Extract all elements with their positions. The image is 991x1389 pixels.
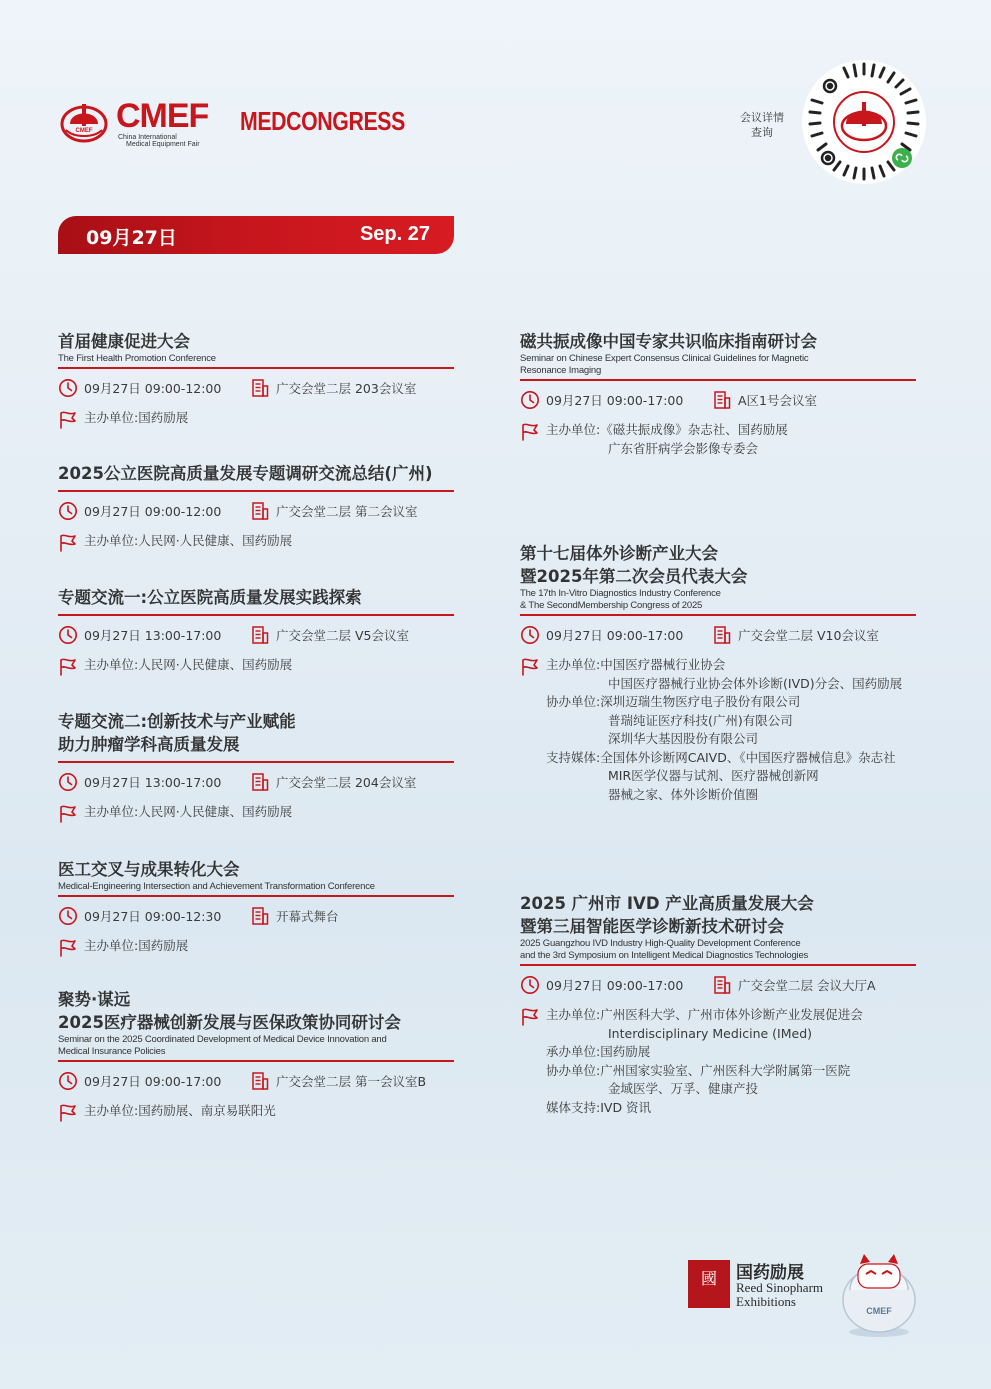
event-location-text: 开幕式舞台 <box>276 909 339 924</box>
event-subtitle: The First Health Promotion Conference <box>58 353 216 364</box>
event-host-text: 主办单位:人民网·人民健康、国药励展 <box>84 533 293 548</box>
event-host-text: 主办单位:人民网·人民健康、国药励展 <box>84 657 293 672</box>
media-label: 媒体支持: <box>546 1099 601 1115</box>
event-host-text: 主办单位:人民网·人民健康、国药励展 <box>84 804 293 819</box>
event-title-line-2: 暨第三届智能医学诊断新技术研讨会 <box>520 917 784 936</box>
date-banner-en: Sep. 27 <box>359 223 430 245</box>
building-icon <box>250 1071 270 1091</box>
organizer-label: 承办单位: <box>546 1044 601 1059</box>
media-label: 支持媒体: <box>546 749 601 765</box>
media-line: IVD 资讯 <box>600 1099 652 1115</box>
event-title-line-1: 第十七届体外诊断产业大会 <box>520 544 718 563</box>
reed-name-en-1: Reed Sinopharm <box>736 1280 824 1295</box>
event-location <box>250 625 409 645</box>
flag-icon <box>58 532 78 552</box>
qr-label-line-2: 查询 <box>751 126 773 139</box>
reed-seal-icon <box>688 1260 730 1308</box>
building-icon <box>250 906 270 926</box>
cmef-wordmark: CMEF <box>116 97 209 135</box>
cmef-emblem-text: CMEF <box>75 128 93 134</box>
co-organizer-line: 金域医学、万孚、健康产投 <box>608 1081 759 1096</box>
event-time <box>58 772 250 792</box>
date-banner-cn: 09月27日 <box>86 227 177 249</box>
event-guangzhou-ivd-conference <box>520 892 916 1117</box>
clock-icon <box>58 625 78 645</box>
building-icon <box>250 378 270 398</box>
event-meta <box>520 624 916 646</box>
cmef-logo <box>60 96 230 152</box>
event-title: 专题交流一:公立医院高质量发展实践探索 <box>58 588 362 607</box>
event-meta <box>58 377 454 399</box>
event-time-text: 09月27日 13:00-17:00 <box>84 628 222 643</box>
event-time <box>520 975 712 995</box>
event-ivd-industry-conference <box>520 542 916 804</box>
event-time <box>58 906 250 926</box>
host-label: 主办单位: <box>546 657 601 672</box>
event-time-text: 09月27日 09:00-12:30 <box>84 909 222 924</box>
event-host <box>58 803 454 823</box>
reed-name-cn: 国药励展 <box>736 1263 804 1283</box>
event-device-insurance-seminar <box>58 988 454 1122</box>
co-organizer-line: 广州国家实验室、广州医科大学附属第一医院 <box>600 1062 851 1078</box>
event-subtitle-line-1: Seminar on the 2025 Coordinated Development of Medical Device Innovation and <box>58 1034 387 1045</box>
event-divider <box>520 379 916 381</box>
building-icon <box>250 501 270 521</box>
event-location <box>250 1071 426 1091</box>
event-time-text: 09月27日 13:00-17:00 <box>84 775 222 790</box>
event-host <box>58 1102 454 1122</box>
event-location <box>250 501 417 521</box>
event-location <box>250 906 339 926</box>
event-host-text <box>546 421 788 458</box>
media-line: MIR医学仪器与试剂、医疗器械创新网 <box>608 768 819 783</box>
event-title: 医工交叉与成果转化大会 <box>58 860 240 879</box>
event-location-text: 广交会堂二层 V10会议室 <box>738 628 879 643</box>
event-location-text: 广交会堂二层 204会议室 <box>276 775 417 790</box>
event-topic-two <box>58 710 454 823</box>
event-divider <box>58 895 454 897</box>
clock-icon <box>58 906 78 926</box>
event-mri-consensus <box>520 330 916 458</box>
reed-seal-text: 國 <box>700 1269 717 1288</box>
event-location <box>250 772 416 792</box>
event-meta <box>520 974 916 996</box>
event-time-text: 09月27日 09:00-17:00 <box>546 978 684 993</box>
event-host <box>520 421 916 458</box>
event-title-line-2: 2025医疗器械创新发展与医保政策协同研讨会 <box>58 1013 401 1032</box>
event-time <box>58 625 250 645</box>
event-meta <box>58 771 454 793</box>
event-subtitle-line-1: The 17th In-Vitro Diagnostics Industry Conference <box>520 588 721 599</box>
event-location-text: A区1号会议室 <box>738 393 818 408</box>
qr-label-line-1: 会议详情 <box>740 111 784 124</box>
event-location <box>712 390 817 410</box>
event-topic-one <box>58 586 454 676</box>
medcongress-logo: MEDCONGRESS <box>240 106 405 136</box>
flag-icon <box>58 937 78 957</box>
cmef-mascot-icon <box>836 1228 922 1340</box>
co-organizer-line: 深圳华大基因股份有限公司 <box>608 731 759 746</box>
event-meta <box>58 1070 454 1092</box>
event-med-eng-intersection <box>58 858 454 957</box>
clock-icon <box>520 625 540 645</box>
event-time-text: 09月27日 09:00-17:00 <box>546 393 684 408</box>
event-meta <box>58 624 454 646</box>
co-organizer-label: 协办单位: <box>546 694 601 709</box>
event-host-text: 主办单位:国药励展 <box>84 938 189 953</box>
event-title-line-1: 专题交流二:创新技术与产业赋能 <box>58 712 296 731</box>
building-icon <box>250 625 270 645</box>
event-subtitle-line-2: & The SecondMembership Congress of 2025 <box>520 600 703 611</box>
event-time-text: 09月27日 09:00-17:00 <box>84 1074 222 1089</box>
event-host-text: 主办单位:国药励展、南京易联阳光 <box>84 1103 276 1118</box>
clock-icon <box>58 772 78 792</box>
flag-icon <box>58 803 78 823</box>
event-host <box>58 409 454 429</box>
clock-icon <box>520 975 540 995</box>
event-time-text: 09月27日 09:00-12:00 <box>84 504 222 519</box>
event-title-line-1: 2025 广州市 IVD 产业高质量发展大会 <box>520 894 814 913</box>
cmef-emblem-icon <box>60 98 114 144</box>
event-divider <box>58 761 454 763</box>
event-title-line-2: 暨2025年第二次会员代表大会 <box>520 567 748 586</box>
event-divider <box>58 614 454 616</box>
flag-icon <box>58 656 78 676</box>
date-banner <box>58 216 454 254</box>
host-label: 主办单位: <box>546 1007 601 1022</box>
event-title: 首届健康促进大会 <box>58 332 190 351</box>
event-host-text <box>546 1006 863 1117</box>
event-host <box>520 1006 916 1117</box>
clock-icon <box>58 501 78 521</box>
event-title-line-2: 助力肿瘤学科高质量发展 <box>58 735 240 754</box>
event-location <box>712 625 879 645</box>
event-location-text: 广交会堂二层 第二会议室 <box>276 504 418 519</box>
event-time <box>58 1071 250 1091</box>
building-icon <box>712 975 732 995</box>
event-host <box>58 532 454 552</box>
event-title-line-1: 聚势·谋远 <box>58 990 131 1009</box>
event-title: 2025公立医院高质量发展专题调研交流总结(广州) <box>58 464 433 483</box>
event-location <box>712 975 876 995</box>
flag-icon <box>520 421 540 441</box>
mascot-label: CMEF <box>866 1306 892 1316</box>
co-organizer-line: 深圳迈瑞生物医疗电子股份有限公司 <box>600 694 801 709</box>
event-meta <box>58 905 454 927</box>
event-divider <box>520 964 916 966</box>
event-host <box>58 937 454 957</box>
flag-icon <box>58 409 78 429</box>
reed-sinopharm-logo <box>688 1258 838 1314</box>
event-time-text: 09月27日 09:00-12:00 <box>84 381 222 396</box>
event-host-text <box>546 656 902 804</box>
event-time <box>520 390 712 410</box>
cmef-subtitle-1: China International <box>118 134 177 141</box>
cmef-subtitle-2: Medical Equipment Fair <box>126 141 200 148</box>
event-subtitle-line-2: and the 3rd Symposium on Intelligent Medical Diagnostics Technologies <box>520 950 809 961</box>
event-host-text: 主办单位:国药励展 <box>84 410 189 425</box>
event-location-text: 广交会堂二层 会议大厅A <box>738 978 876 993</box>
event-time <box>58 501 250 521</box>
clock-icon <box>58 1071 78 1091</box>
event-host <box>58 656 454 676</box>
event-divider <box>520 614 916 616</box>
event-meta <box>520 389 916 411</box>
co-organizer-line: 普瑞纯证医疗科技(广州)有限公司 <box>608 712 793 728</box>
event-title: 磁共振成像中国专家共识临床指南研讨会 <box>520 332 817 351</box>
event-subtitle-line-2: Medical Insurance Policies <box>58 1046 166 1057</box>
host-line: 中国医疗器械行业协会体外诊断(IVD)分会、国药励展 <box>608 675 903 691</box>
event-divider <box>58 490 454 492</box>
media-line: 全国体外诊断网CAIVD、《中国医疗器械信息》杂志社 <box>600 749 896 765</box>
event-subtitle: Medical-Engineering Intersection and Achievement Transformation Conference <box>58 881 375 892</box>
event-location-text: 广交会堂二层 203会议室 <box>276 381 417 396</box>
host-line: 《磁共振成像》杂志社、国药励展 <box>600 422 788 437</box>
reed-name-en-2: Exhibitions <box>736 1294 796 1309</box>
event-location <box>250 378 416 398</box>
organizer-line: 国药励展 <box>600 1044 651 1059</box>
clock-icon <box>58 378 78 398</box>
host-line: Interdisciplinary Medicine (IMed) <box>608 1025 813 1041</box>
event-health-promotion <box>58 330 454 429</box>
event-subtitle-line-1: Seminar on Chinese Expert Consensus Clinical Guidelines for Magnetic <box>520 353 809 364</box>
host-line: 广州医科大学、广州市体外诊断产业发展促进会 <box>600 1007 863 1022</box>
building-icon <box>712 390 732 410</box>
event-public-hospital-summary <box>58 462 454 552</box>
building-icon <box>712 625 732 645</box>
mini-program-qr-code[interactable] <box>800 58 928 186</box>
media-line: 器械之家、体外诊断价值圈 <box>608 786 759 802</box>
co-organizer-label: 协办单位: <box>546 1062 601 1078</box>
event-divider <box>58 367 454 369</box>
event-host <box>520 656 916 804</box>
event-divider <box>58 1060 454 1062</box>
event-time <box>58 378 250 398</box>
building-icon <box>250 772 270 792</box>
flag-icon <box>520 1006 540 1026</box>
event-subtitle-line-2: Resonance Imaging <box>520 365 602 376</box>
host-label: 主办单位: <box>546 422 601 437</box>
event-location-text: 广交会堂二层 第一会议室B <box>276 1074 427 1089</box>
event-time-text: 09月27日 09:00-17:00 <box>546 628 684 643</box>
flag-icon <box>58 1102 78 1122</box>
host-line: 中国医疗器械行业协会 <box>600 657 726 672</box>
clock-icon <box>520 390 540 410</box>
event-location-text: 广交会堂二层 V5会议室 <box>276 628 409 643</box>
event-subtitle-line-1: 2025 Guangzhou IVD Industry High-Quality Development Conference <box>520 938 801 949</box>
event-meta <box>58 500 454 522</box>
host-line: 广东省肝病学会影像专委会 <box>608 440 759 456</box>
flag-icon <box>520 656 540 676</box>
qr-label <box>734 110 790 140</box>
event-time <box>520 625 712 645</box>
